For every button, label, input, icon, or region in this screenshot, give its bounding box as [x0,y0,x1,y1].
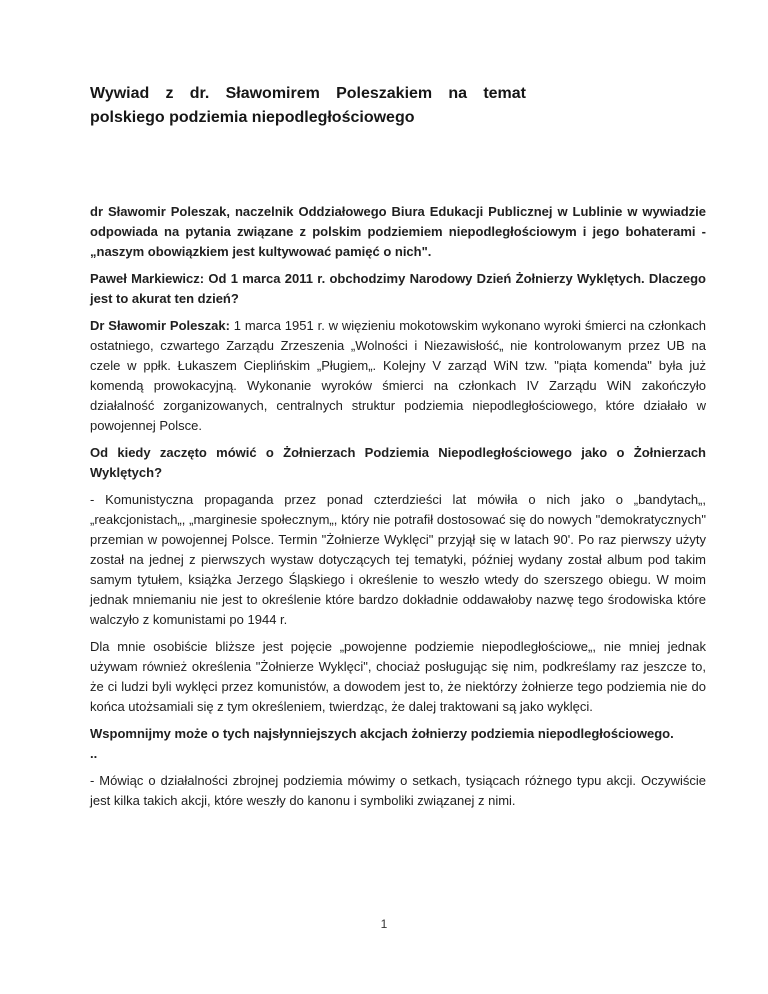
document-title-line-1: Wywiad z dr. Sławomirem Poleszakiem na temat [90,85,526,102]
question-3-trailing-dots: .. [90,746,98,761]
page-number: 1 [380,917,388,931]
document-body [90,82,706,818]
answer-2-continued: Dla mnie osobiście bliższe jest pojęcie „powojenne podziemie niepodległościowe„, nie mniej jednak używam również określenia "Żołnierze Wyklęci", chociaż posługując się nim, podkreślamy raz jeszcze to, że ci ludzi byli wyklęci przez komunistów, a dowodem jest to, że niektórzy żołnierze tego podziemia nie do końca utożsamiali się z tym określeniem, twierdząc, że dalej traktowani są jako wyklęci. [90,639,706,714]
document-title [90,82,526,130]
answer-2: - Komunistyczna propaganda przez ponad czterdzieści lat mówiła o nich jako o „bandytach„, „reakcjonistach„, „marginesie społecznym„, który nie potrafił dostosować się do nowych "demokratycznych" przemian w powojennej Polsce. Termin "Żołnierze Wyklęci" przyjął się w latach 90'. Po raz pierwszy użyty został na jednej z pierwszych wystaw dotyczących tej tematyki, później wydany został album pod takim samym tytułem, książka Jerzego Śląskiego i określenie to weszło wtedy do szerszego obiegu. W moim jednak mniemaniu nie jest to określenie które bardzo dokładnie oddawałoby nazwę tego środowiska które walczyło z komunistami po 1944 r. [90,492,706,627]
answer-1-text: 1 marca 1951 r. w więzieniu mokotowskim wykonano wyroki śmierci na członkach ostatniego, czwartego Zarządu Zrzeszenia „Wolności i Niezawisłość„ nie kontrolowanym przez UB na czele w ppłk. Łukaszem Cieplińskim „Pługiem„. Kolejny V zarząd WiN tzw. "piąta komenda" była już komendą prowokacyjną. Wykonanie wyroków śmierci na członkach IV Zarządu WiN zakończyło działalność zorganizowanych, centralnych struktur podziemia niepodległościowego, które działało w powojennej Polsce. [90,318,706,433]
question-3-text: Wspomnijmy może o tych najsłynniejszych akcjach żołnierzy podziemia niepodległościowego. [90,726,674,741]
intro-paragraph: dr Sławomir Poleszak, naczelnik Oddziałowego Biura Edukacji Publicznej w Lublinie w wywiadzie odpowiada na pytania związane z polskim podziemiem niepodległościowym i jego bohaterami - „naszym obowiązkiem jest kultywować pamięć o nich". [90,204,706,259]
document-title-line-2: polskiego podziemia niepodległościowego [90,109,415,126]
answer-3: - Mówiąc o działalności zbrojnej podziemia mówimy o setkach, tysiącach różnego typu akcji. Oczywiście jest kilka takich akcji, które weszły do kanonu i symboliki związanej z nimi. [90,773,706,808]
speaker-name: Dr Sławomir Poleszak: [90,318,230,333]
answer-1 [90,316,706,436]
question-3 [90,724,706,764]
question-2: Od kiedy zaczęto mówić o Żołnierzach Podziemia Niepodległościowego jako o Żołnierzach Wyklętych? [90,445,706,480]
question-1: Paweł Markiewicz: Od 1 marca 2011 r. obchodzimy Narodowy Dzień Żołnierzy Wyklętych. Dlaczego jest to akurat ten dzień? [90,271,706,306]
